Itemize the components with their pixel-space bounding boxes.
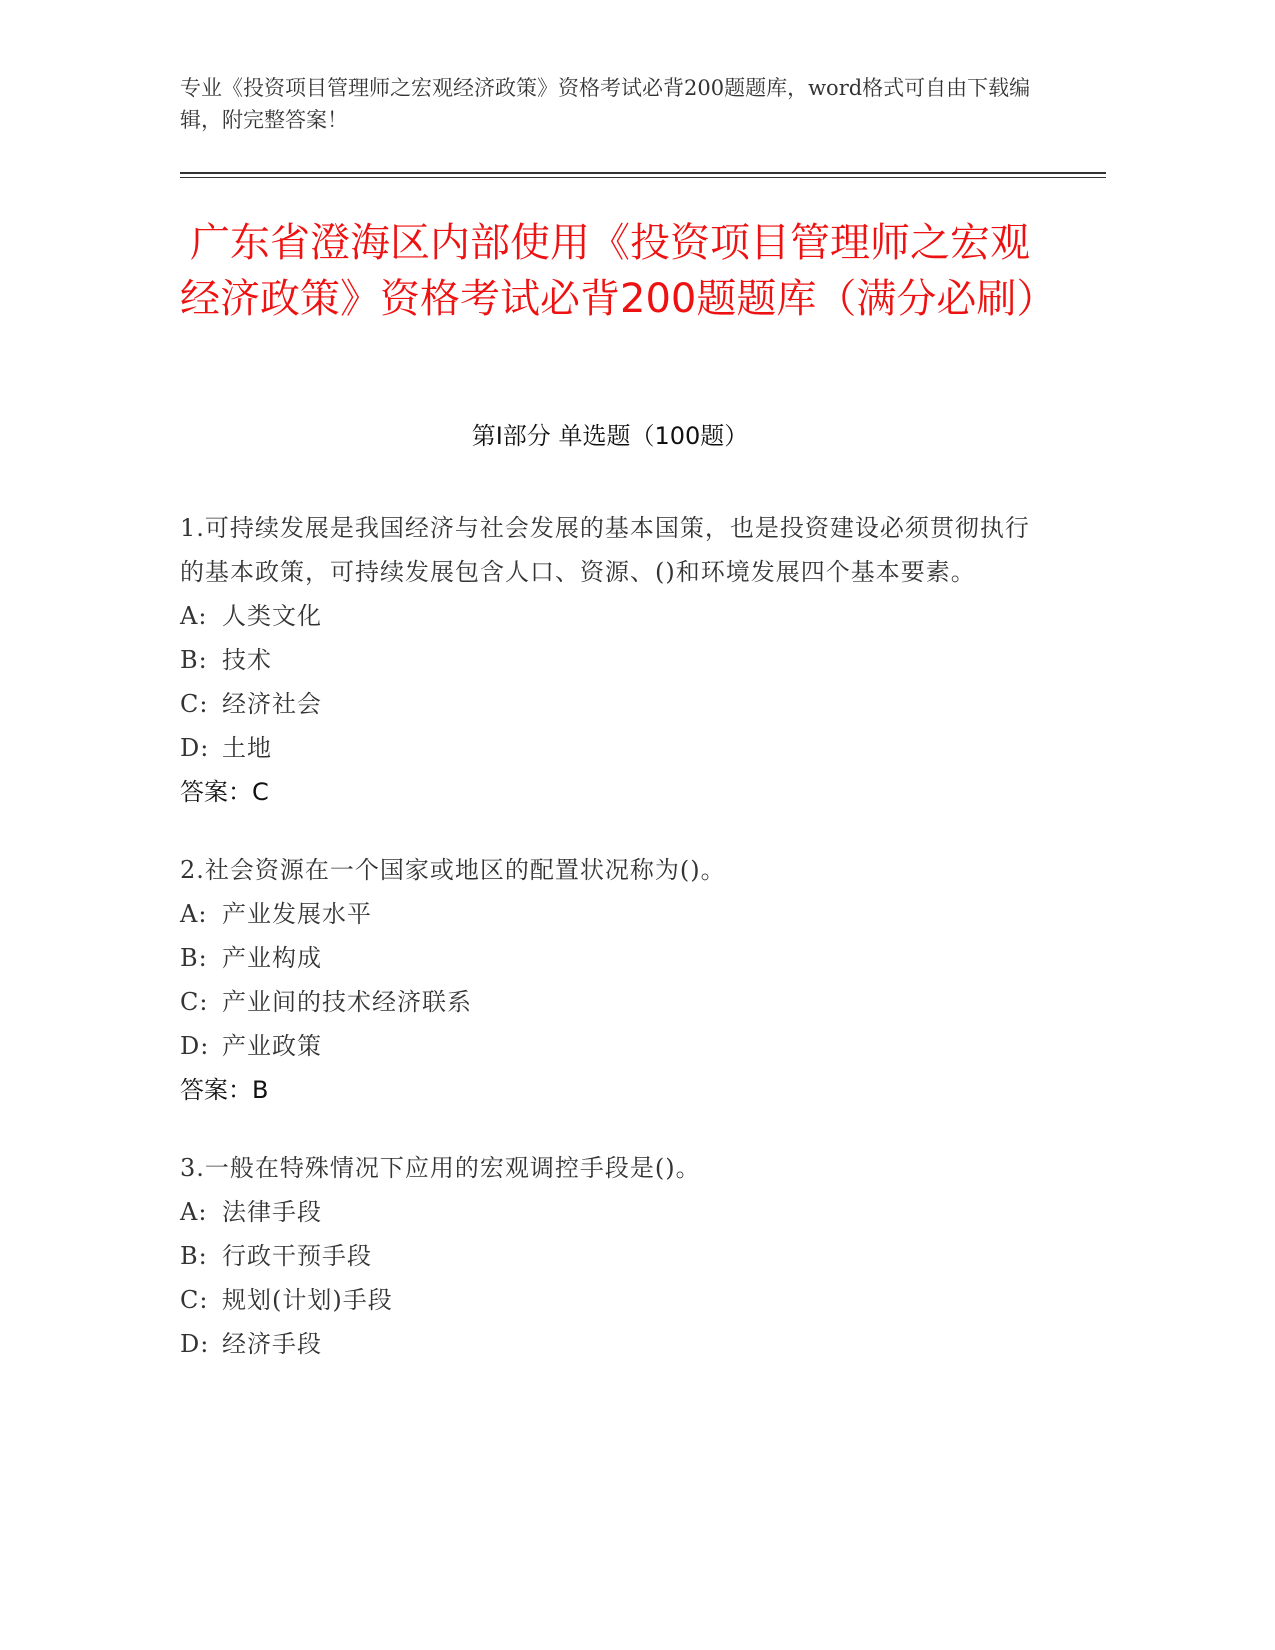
- option-label: C:: [180, 988, 209, 1016]
- option-a: [180, 1190, 1040, 1234]
- option-text: 经济手段: [222, 1330, 322, 1358]
- option-text: 人类文化: [222, 602, 322, 630]
- option-c: [180, 1278, 1040, 1322]
- option-text: 产业构成: [222, 944, 322, 972]
- option-label: D:: [180, 1330, 210, 1358]
- option-label: D:: [180, 734, 210, 762]
- question-2: [180, 848, 1040, 1112]
- option-a: [180, 594, 1040, 638]
- option-b: [180, 1234, 1040, 1278]
- option-text: 产业间的技术经济联系: [222, 988, 472, 1016]
- header-rule-thin: [180, 177, 1106, 178]
- option-text: 经济社会: [222, 690, 322, 718]
- option-label: B:: [180, 944, 208, 972]
- option-c: [180, 682, 1040, 726]
- option-text: 规划(计划)手段: [222, 1286, 393, 1314]
- option-d: [180, 1322, 1040, 1366]
- option-a: [180, 892, 1040, 936]
- option-label: C:: [180, 1286, 209, 1314]
- option-label: A:: [180, 602, 208, 630]
- question-stem: 2.社会资源在一个国家或地区的配置状况称为()。: [180, 856, 726, 884]
- option-text: 产业政策: [222, 1032, 322, 1060]
- question-3: [180, 1146, 1040, 1366]
- option-label: B:: [180, 646, 208, 674]
- option-text: 产业发展水平: [222, 900, 372, 928]
- option-d: [180, 726, 1040, 770]
- option-c: [180, 980, 1040, 1024]
- option-text: 土地: [222, 734, 272, 762]
- option-text: 法律手段: [222, 1198, 322, 1226]
- header-rule-thick: [180, 172, 1106, 174]
- document-title: 广东省澄海区内部使用《投资项目管理师之宏观经济政策》资格考试必背200题题库（满分必刷）: [180, 220, 1057, 322]
- option-label: C:: [180, 690, 209, 718]
- option-label: D:: [180, 1032, 210, 1060]
- option-b: [180, 638, 1040, 682]
- option-label: A:: [180, 1198, 208, 1226]
- option-d: [180, 1024, 1040, 1068]
- question-list: [180, 506, 1040, 1400]
- option-label: A:: [180, 900, 208, 928]
- header-note: 专业《投资项目管理师之宏观经济政策》资格考试必背200题题库，word格式可自由下载编辑，附完整答案！: [180, 76, 1031, 132]
- question-stem: 3.一般在特殊情况下应用的宏观调控手段是()。: [180, 1154, 701, 1182]
- answer: 答案：C: [180, 778, 269, 806]
- option-text: 行政干预手段: [222, 1242, 372, 1270]
- question-stem: 1.可持续发展是我国经济与社会发展的基本国策，也是投资建设必须贯彻执行的基本政策，可持续发展包含人口、资源、()和环境发展四个基本要素。: [180, 514, 1030, 586]
- option-text: 技术: [222, 646, 272, 674]
- option-b: [180, 936, 1040, 980]
- question-1: [180, 506, 1040, 814]
- section-heading: 第Ⅰ部分 单选题（100题）: [471, 422, 749, 450]
- answer: 答案：B: [180, 1076, 269, 1104]
- option-label: B:: [180, 1242, 208, 1270]
